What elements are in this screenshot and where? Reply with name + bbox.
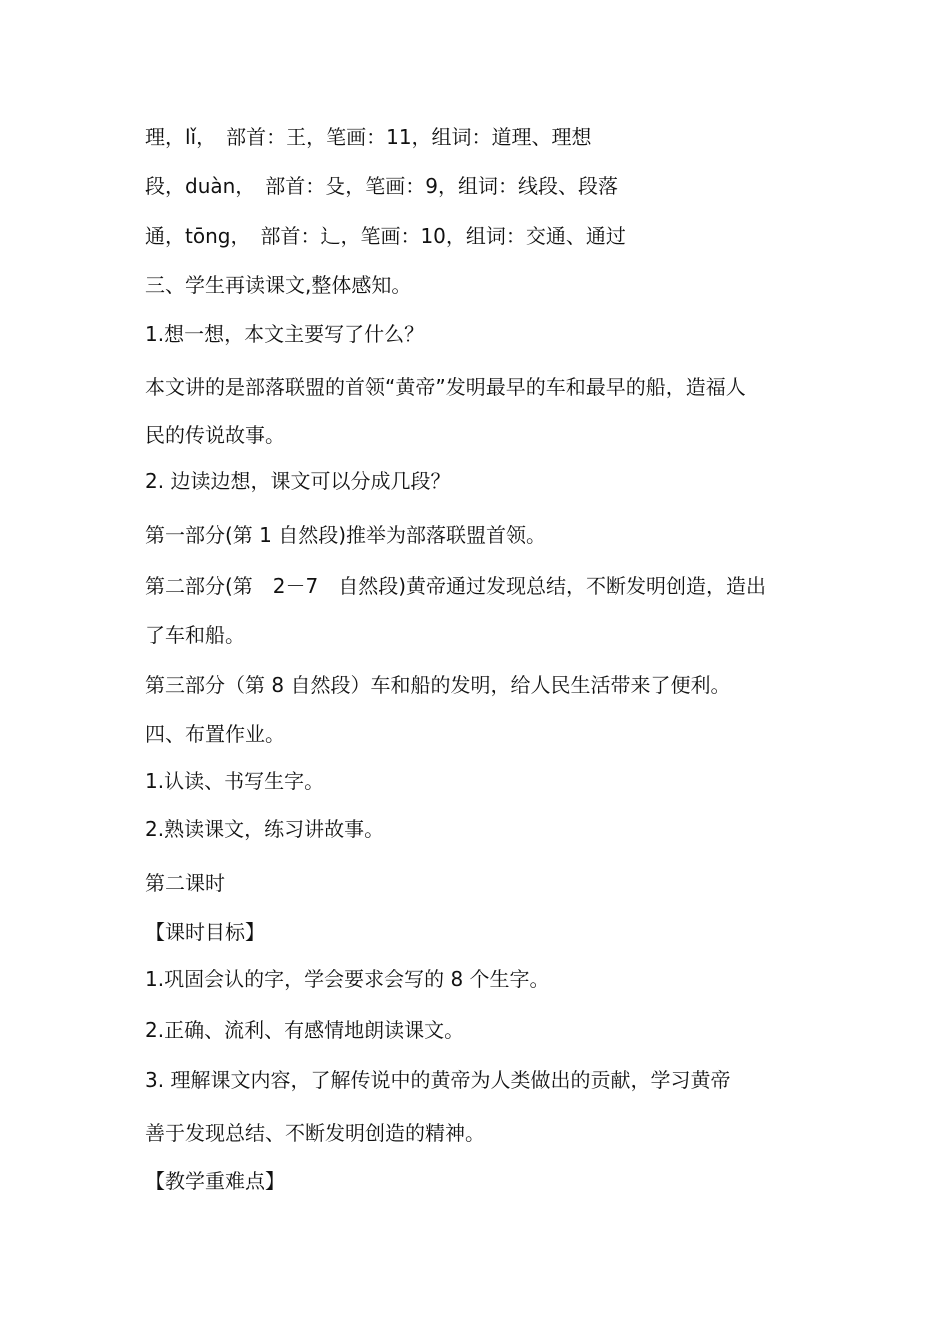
homework-2: 2.熟读课文，练习讲故事。 [145,817,385,841]
homework-1: 1.认读、书写生字。 [145,769,325,793]
part-2-line-1: 第二部分(第 2－7 自然段)黄帝通过发现总结，不断发明创造，造出 [145,574,767,598]
goal-3-line-2: 善于发现总结、不断发明创造的精神。 [145,1121,485,1145]
part-1: 第一部分(第 1 自然段)推举为部落联盟首领。 [145,523,547,547]
lesson-goals-heading: 【课时目标】 [145,920,265,944]
answer-1-line-1: 本文讲的是部落联盟的首领“黄帝”发明最早的车和最早的船，造福人 [145,375,746,399]
goal-2: 2.正确、流利、有感情地朗读课文。 [145,1018,465,1042]
section-heading-4: 四、布置作业。 [145,722,285,746]
part-2-line-2: 了车和船。 [145,623,245,647]
key-points-heading: 【教学重难点】 [145,1169,285,1193]
question-2: 2. 边读边想，课文可以分成几段？ [145,469,451,493]
char-duan-entry: 段，duàn， 部首：殳，笔画：9，组词：线段、段落 [145,174,619,198]
char-tong-entry: 通，tōng， 部首：辶，笔画：10，组词：交通、通过 [145,224,626,248]
part-3: 第三部分（第 8 自然段）车和船的发明，给人民生活带来了便利。 [145,673,731,697]
char-li-entry: 理，lǐ， 部首：王，笔画：11，组词：道理、理想 [145,125,592,149]
answer-1-line-2: 民的传说故事。 [145,423,285,447]
second-lesson-title: 第二课时 [145,871,225,895]
section-heading-3: 三、学生再读课文,整体感知。 [145,273,412,297]
goal-3-line-1: 3. 理解课文内容，了解传说中的黄帝为人类做出的贡献，学习黄帝 [145,1068,731,1092]
question-1: 1.想一想，本文主要写了什么？ [145,322,425,346]
goal-1: 1.巩固会认的字，学会要求会写的 8 个生字。 [145,967,550,991]
